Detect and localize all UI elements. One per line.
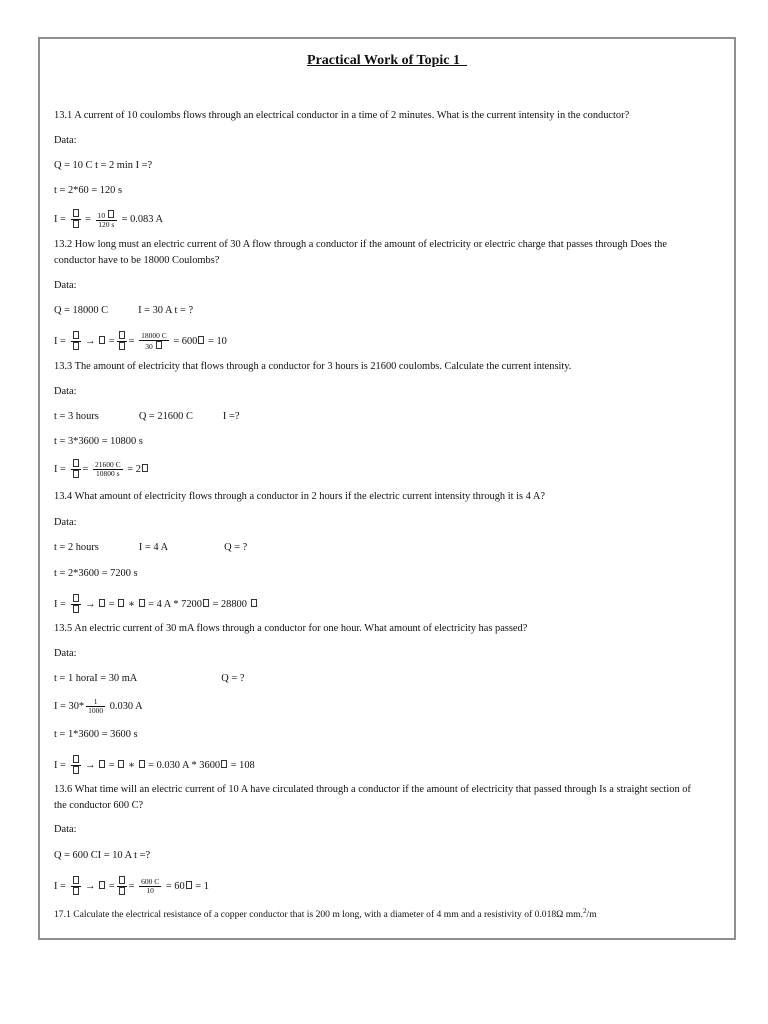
problem-13-4: 13.4 What amount of electricity flows through a conductor in 2 hours if the electric current intensity through it is 4 A?	[54, 491, 545, 502]
equation-13-5: I = → = ∗ = 0.030 A * 3600 = 108	[54, 755, 255, 776]
problem-17-1: 17.1 Calculate the electrical resistance of a copper conductor that is 200 m long, with a diameter of 4 mm and a resistivity of 0.018Ω mm.$^2$/m	[54, 907, 597, 921]
equation-13-2: I = → = = $\frac{18000 C}{30}$ = 600 = 10	[54, 331, 227, 351]
data-label: Data:	[54, 280, 77, 291]
equation-13-6: I = → = = $\frac{600 C}{10}$ = 60 = 1	[54, 877, 209, 895]
equation-13-1: I = = $\frac{10}{120 s}$ = 0.083 A	[54, 211, 163, 229]
data-label: Data:	[54, 517, 77, 528]
data-label: Data:	[54, 648, 77, 659]
line-13-4-given: t = 2 hours I = 4 A Q = ?	[54, 542, 248, 553]
line-13-1-time: t = 2*60 = 120 s	[54, 185, 123, 196]
line-13-1-given: Q = 10 C t = 2 min I =?	[54, 160, 153, 171]
equation-13-4: I = → = ∗ = 4 A * 7200 = 28800	[54, 594, 258, 615]
data-label: Data:	[54, 824, 77, 835]
line-13-5-time: t = 1*3600 = 3600 s	[54, 729, 138, 740]
data-label: Data:	[54, 386, 77, 397]
line-13-3-given: t = 3 hours Q = 21600 C I =?	[54, 411, 240, 422]
problem-13-2: 13.2 How long must an electric current of 30 A flow through a conductor if the amount of electricity or electric charge that passes through Does the conductor have to be 18000 Coulombs?	[54, 239, 667, 266]
equation-13-5-conversion: I = 30* $\frac{1}{1000}$ 0.030 A	[54, 697, 143, 715]
line-13-4-time: t = 2*3600 = 7200 s	[54, 568, 138, 579]
equation-13-3: I = = $\frac{21600 C}{10800 s}$ = 2	[54, 459, 149, 480]
problem-13-6: 13.6 What time will an electric current of 10 A have circulated through a conductor if the amount of electricity that passed through Is a straight section of the conductor 600 C?	[54, 784, 691, 811]
data-label: Data:	[54, 135, 77, 146]
line-13-5-given: t = 1 horaI = 30 mA Q = ?	[54, 673, 245, 684]
document-page	[38, 37, 736, 940]
line-13-3-time: t = 3*3600 = 10800 s	[54, 436, 143, 447]
problem-13-3: 13.3 The amount of electricity that flows through a conductor for 3 hours is 21600 coulombs. Calculate the current intensity.	[54, 361, 572, 372]
line-13-6-given: Q = 600 CI = 10 A t =?	[54, 850, 151, 861]
line-13-2-given: Q = 18000 C I = 30 A t = ?	[54, 305, 194, 316]
page-title: Practical Work of Topic 1_	[307, 53, 467, 68]
problem-13-1: 13.1 A current of 10 coulombs flows through an electrical conductor in a time of 2 minutes. What is the current intensity in the conductor?	[54, 110, 630, 121]
problem-13-5: 13.5 An electric current of 30 mA flows through a conductor for one hour. What amount of electricity has passed?	[54, 623, 528, 634]
